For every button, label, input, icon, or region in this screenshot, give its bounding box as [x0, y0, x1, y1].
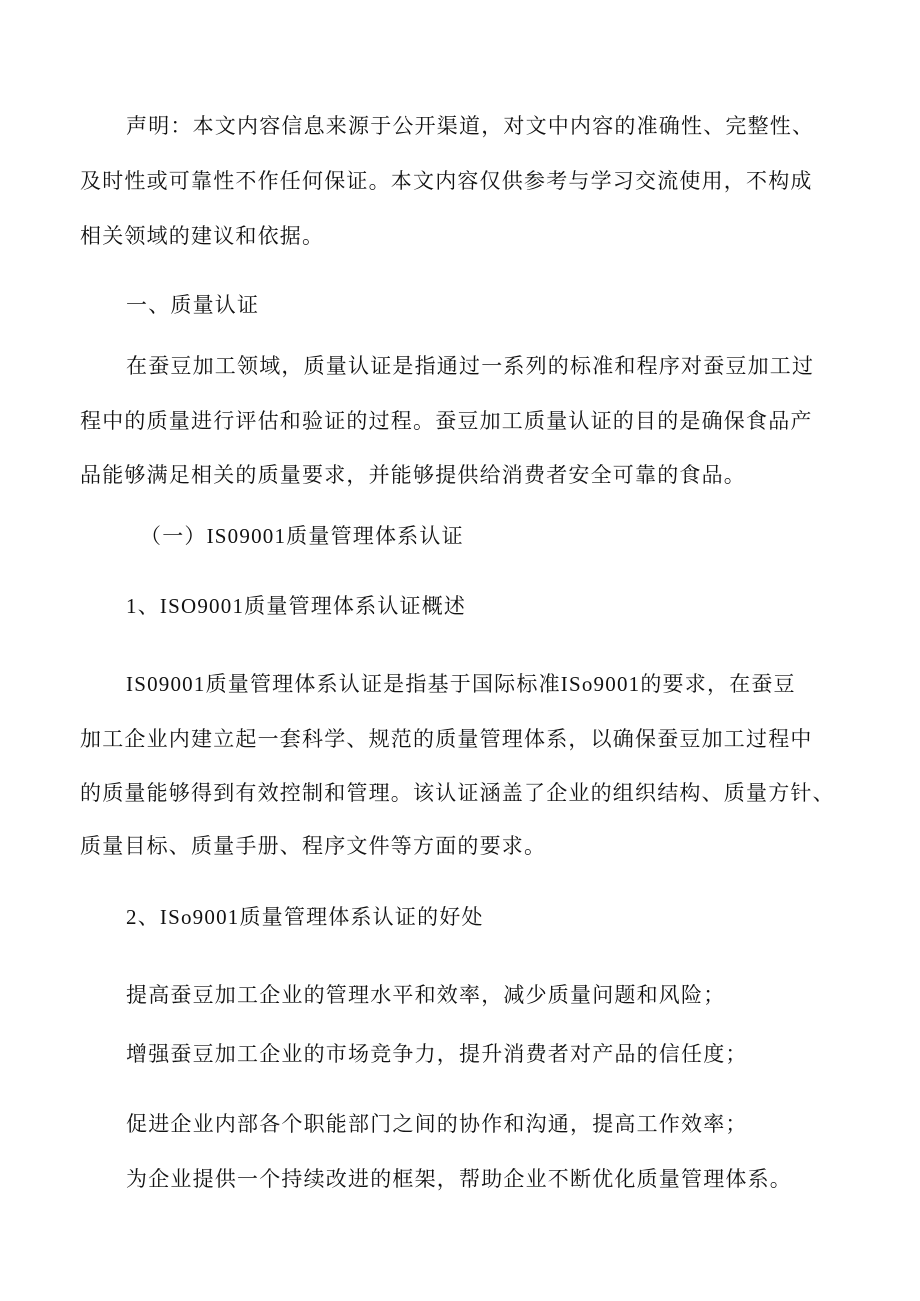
subsection-heading: （一）IS09001质量管理体系认证 [140, 524, 464, 548]
disclaimer-line-3: 相关领域的建议和依据。 [80, 224, 325, 248]
item1-body-line-2: 加工企业内建立起一套科学、规范的质量管理体系，以确保蚕豆加工过程中 [80, 727, 813, 751]
item1-body-line-4: 质量目标、质量手册、程序文件等方面的要求。 [80, 834, 547, 858]
benefit-item: 提高蚕豆加工企业的管理水平和效率，减少质量问题和风险； [126, 983, 726, 1007]
item1-body-line-3: 的质量能够得到有效控制和管理。该认证涵盖了企业的组织结构、质量方针、 [80, 781, 835, 805]
intro-line-3: 品能够满足相关的质量要求，并能够提供给消费者安全可靠的食品。 [80, 463, 746, 487]
section-heading: 一、质量认证 [126, 293, 260, 317]
item1-heading: 1、ISO9001质量管理体系认证概述 [126, 594, 467, 618]
item2-heading: 2、ISo9001质量管理体系认证的好处 [126, 905, 484, 929]
item1-body-line-1: IS09001质量管理体系认证是指基于国际标准ISo9001的要求，在蚕豆 [126, 672, 796, 696]
intro-line-1: 在蚕豆加工领域，质量认证是指通过一系列的标准和程序对蚕豆加工过 [126, 354, 815, 378]
disclaimer-line-2: 及时性或可靠性不作任何保证。本文内容仅供参考与学习交流使用，不构成 [80, 169, 813, 193]
benefit-item: 促进企业内部各个职能部门之间的协作和沟通，提高工作效率； [126, 1112, 748, 1136]
benefit-item: 为企业提供一个持续改进的框架，帮助企业不断优化质量管理体系。 [126, 1167, 792, 1191]
disclaimer-line-1: 声明：本文内容信息来源于公开渠道，对文中内容的准确性、完整性、 [126, 114, 815, 138]
benefit-item: 增强蚕豆加工企业的市场竞争力，提升消费者对产品的信任度； [126, 1042, 748, 1066]
intro-line-2: 程中的质量进行评估和验证的过程。蚕豆加工质量认证的目的是确保食品产 [80, 409, 813, 433]
